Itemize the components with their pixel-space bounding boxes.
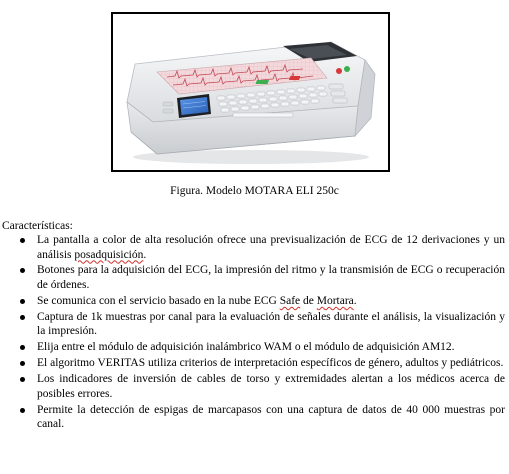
list-item: Permite la detección de espigas de marcapasos con una captura de datos de 40 000 muestras por canal. [0,403,507,432]
spellcheck-word: posadquisición [74,248,144,261]
list-item: Se comunica con el servicio basado en la nube ECG Safe de Mortara. [0,294,507,309]
characteristics-list [0,233,507,433]
list-item: Captura de 1k muestras por canal para la evaluación de señales durante el análisis, la visualización y la impresión. [0,310,507,339]
list-item: Botones para la adquisición del ECG, la impresión del ritmo y la transmisión de ECG o recuperación de órdenes. [0,263,507,292]
ecg-device-image [113,14,388,170]
characteristics-title: Características: [2,220,73,232]
list-item: Elija entre el módulo de adquisición inalámbrico WAM o el módulo de adquisición AM12. [0,340,507,355]
figure-caption: Figura. Modelo MOTARA ELI 250c [170,185,339,197]
device-figure-frame [111,12,390,172]
spellcheck-word: Safe [279,294,301,307]
list-item: La pantalla a color de alta resolución ofrece una previsualización de ECG de 12 derivaciones y un análisis posadquisición. [0,233,507,262]
list-item: El algoritmo VERITAS utiliza criterios de interpretación específicos de género, adultos y pediátricos. [0,356,507,371]
spellcheck-word: Mortara [316,294,354,307]
list-item: Los indicadores de inversión de cables de torso y extremidades alertan a los médicos acerca de posibles errores. [0,372,507,401]
